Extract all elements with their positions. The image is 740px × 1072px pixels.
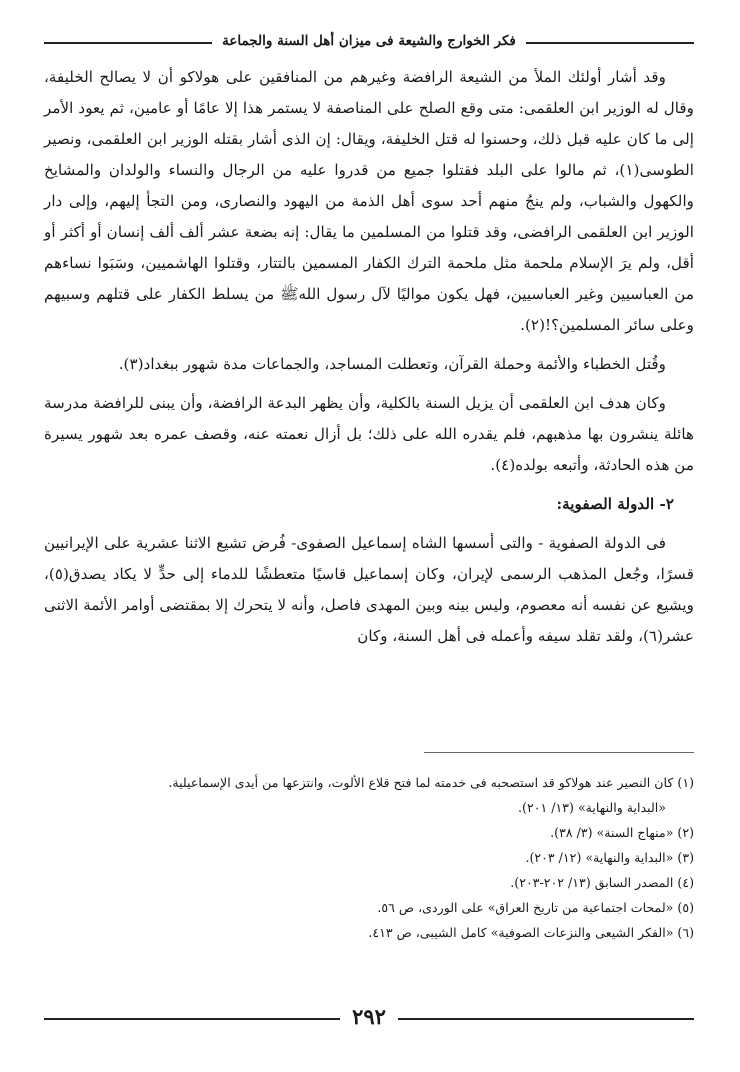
footnote-6: (٦) «الفكر الشيعى والنزعات الصوفية» كامل الشيبى، ص ٤١٣. bbox=[368, 925, 694, 940]
footnote-1-continuation: «البداية والنهاية» (١٣/ ٢٠١). bbox=[518, 800, 666, 815]
section-heading: ٢- الدولة الصفوية: bbox=[556, 495, 674, 513]
footnote-separator bbox=[424, 752, 694, 753]
footnotes bbox=[44, 770, 694, 945]
paragraph-2: وقُتل الخطباء والأئمة وحملة القرآن، وتعطلت المساجد، والجماعات مدة شهور ببغداد(٣). bbox=[118, 355, 666, 373]
page-footer bbox=[44, 1000, 694, 1034]
paragraph-4: فى الدولة الصفوية - والتى أسسها الشاه إسماعيل الصفوى- فُرض تشيع الاثنا عشرية على الإيرانيين قسرًا، وجُعل المذهب الرسمى لإيران، وكان إسماعيل قاسيًا متعطشًا للدماء إلى حدٍّ لا يكاد يصدق(٥)، ويشيع عن نفسه أنه معصوم، وليس بينه وبين المهدى فاصل، وأنه لا يتحرك إلا بمقتضى أوامر الأئمة الاثنى عشر(٦)، ولقد تقلد سيفه وأعمله فى أهل السنة، وكان bbox=[44, 534, 694, 645]
footnote-3: (٣) «البداية والنهاية» (١٢/ ٢٠٣). bbox=[525, 850, 694, 865]
paragraph-3: وكان هدف ابن العلقمى أن يزيل السنة بالكلية، وأن يظهر البدعة الرافضة، وأن يبنى للرافضة مدرسة هائلة ينشرون بها مذهبهم، فلم يقدره الله على ذلك؛ بل أزال نعمته عنه، وقصف عمره بعد شهور يسيرة من هذه الحادثة، وأتبعه بولده(٤). bbox=[44, 394, 694, 474]
footnote-1: (١) كان النصير عند هولاكو قد استصحبه فى خدمته لما فتح قلاع الألوت، وانتزعها من أيدى الإسماعيلية. bbox=[168, 775, 694, 790]
paragraph-1: وقد أشار أولئك الملأ من الشيعة الرافضة وغيرهم من المنافقين على هولاكو أن لا يصالح الخليفة، وقال له الوزير ابن العلقمى: متى وقع الصلح على المناصفة لا يستمر هذا إلا عامًا أو عامين، ثم يعود الأمر إلى ما كان عليه قبل ذلك، وحسنوا له قتل الخليفة، ويقال: إن الذى أشار بقتله الوزير ابن العلقمى، ونصير الطوسى(١)، ثم مالوا على البلد فقتلوا جميع من قدروا عليه من الرجال والنساء والولدان والمشايخ والكهول والشباب، ولم ينجُ منهم أحد سوى أهل الذمة من اليهود والنصارى، ومن التجأ إليهم، وإلى دار الوزير ابن العلقمى الرافضى، وقد قتلوا من المسلمين ما يقال: إنه بضعة عشر ألف ألف إنسان أو أكثر أو أقل، ولم يرَ الإسلام ملحمة مثل ملحمة الترك الكفار المسمين بالتتار، وقتلوا الهاشميين، وسَبَوا نساءهم من العباسيين وغير العباسيين، فهل يكون مواليًا لآل رسول اللهﷺ من يسلط الكفار على قتلهم وسبيهم وعلى سائر المسلمين؟!(٢). bbox=[44, 68, 694, 334]
main-text bbox=[44, 62, 694, 652]
running-title: فكر الخوارج والشيعة فى ميزان أهل السنة والجماعة bbox=[212, 26, 526, 56]
footnote-4: (٤) المصدر السابق (١٣/ ٢٠٢-٢٠٣). bbox=[510, 875, 694, 890]
running-header bbox=[44, 26, 694, 54]
footnote-2: (٢) «منهاج السنة» (٣/ ٣٨). bbox=[550, 825, 694, 840]
page-number: ٢٩٢ bbox=[340, 1000, 398, 1034]
footnote-5: (٥) «لمحات اجتماعية من تاريخ العراق» على الوردى، ص ٥٦. bbox=[377, 900, 694, 915]
